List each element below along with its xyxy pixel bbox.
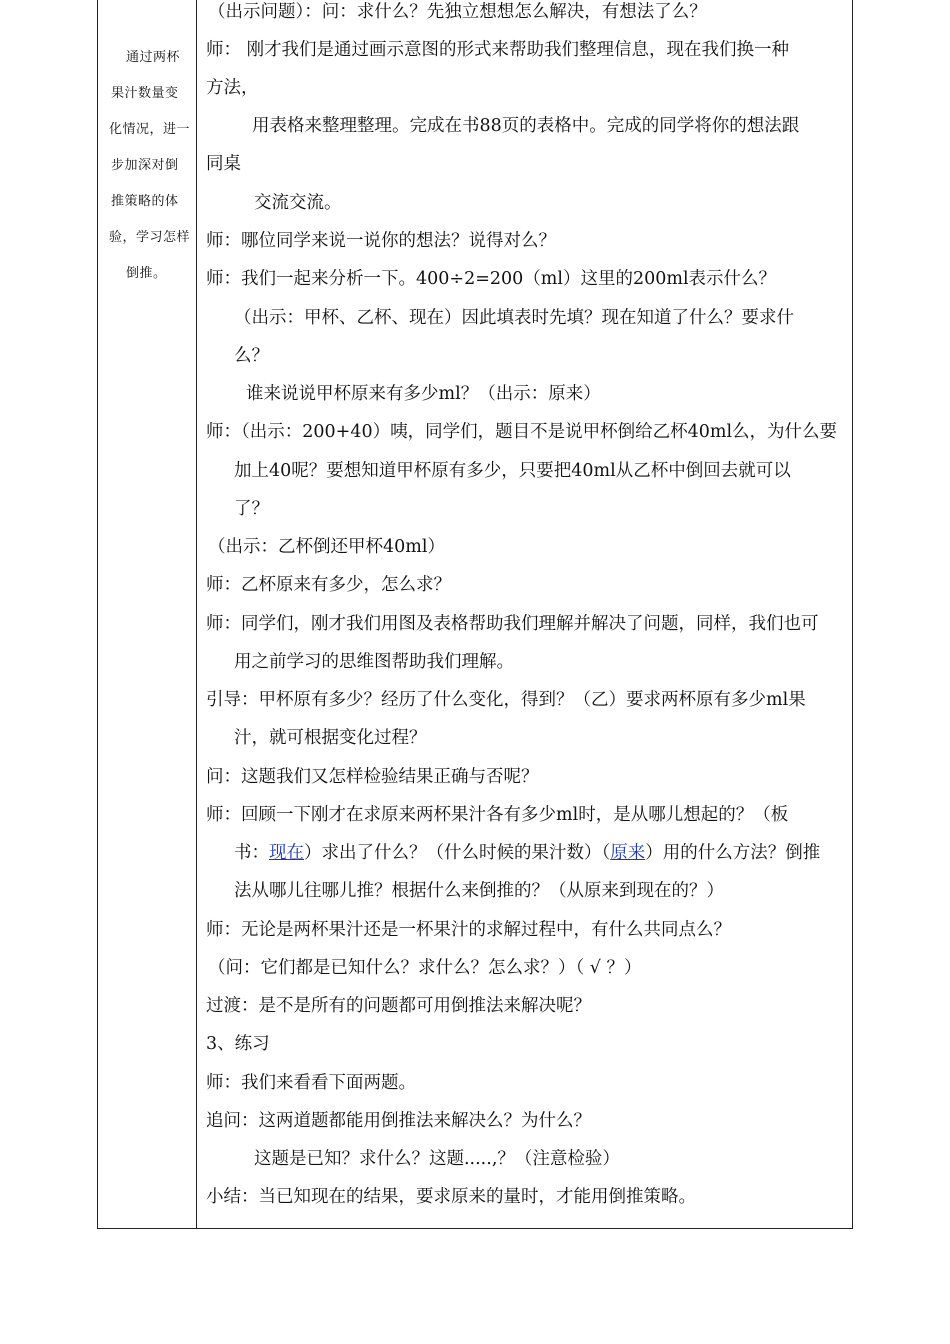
text-line: 小结：当已知现在的结果，要求原来的量时，才能用倒推策略。 — [206, 1187, 696, 1207]
board-suffix: ）用的什么方法？倒推 — [645, 843, 821, 863]
note-line: 验，学习怎样 — [109, 230, 191, 245]
text-line: 师：我们来看看下面两题。 — [206, 1073, 416, 1093]
link-originally[interactable]: 原来 — [610, 843, 646, 863]
text-line: 么？ — [234, 346, 269, 366]
text-line: 师：（出示：200+40）咦，同学们，题目不是说甲杯倒给乙杯40ml么，为什么要 — [206, 422, 838, 442]
text-line: 师： 刚才我们是通过画示意图的形式来帮助我们整理信息，现在我们换一种 — [206, 40, 790, 60]
text-line: （出示：甲杯、乙杯、现在）因此填表时先填？现在知道了什么？要求什 — [234, 308, 794, 328]
text-line: 师：我们一起来分析一下。400÷2=200（ml）这里的200ml表示什么？ — [206, 269, 777, 289]
note-line: 果汁数量变 — [111, 86, 179, 101]
text-line: 法从哪儿往哪儿推？根据什么来倒推的？（从原来到现在的？） — [234, 881, 724, 901]
text-line: 交流交流。 — [254, 193, 342, 213]
text-line: （出示：乙杯倒还甲杯40ml） — [208, 537, 445, 557]
text-line: 师：同学们，刚才我们用图及表格帮助我们理解并解决了问题，同样，我们也可 — [206, 614, 819, 634]
text-line: 追问：这两道题都能用倒推法来解决么？为什么？ — [206, 1111, 591, 1131]
text-line: 3、练习 — [206, 1034, 270, 1054]
text-line: 用之前学习的思维图帮助我们理解。 — [234, 652, 514, 672]
text-line: 师：回顾一下刚才在求原来两杯果汁各有多少ml时，是从哪儿想起的？（板 — [206, 805, 789, 825]
text-line: （问：它们都是已知什么？求什么？怎么求？）（ √ ？） — [208, 958, 642, 978]
column-divider — [196, 0, 197, 1228]
note-line: 推策略的体 — [111, 194, 179, 209]
board-middle: ）求出了什么？（什么时候的果汁数）（ — [304, 843, 611, 863]
text-line: 同桌 — [206, 154, 241, 174]
board-line — [234, 842, 820, 864]
text-line: 谁来说说甲杯原来有多少ml？（出示：原来） — [246, 384, 601, 404]
note-line: 倒推。 — [126, 266, 167, 281]
note-line: 通过两杯 — [126, 50, 181, 65]
board-prefix: 书： — [234, 843, 269, 863]
link-now[interactable]: 现在 — [269, 843, 304, 863]
text-line: 用表格来整理整理。完成在书88页的表格中。完成的同学将你的想法跟 — [252, 116, 800, 136]
text-line: 过渡：是不是所有的问题都可用倒推法来解决呢？ — [206, 996, 591, 1016]
text-line: 师：无论是两杯果汁还是一杯果汁的求解过程中，有什么共同点么？ — [206, 920, 731, 940]
note-line: 化情况，进一 — [109, 122, 191, 137]
text-line: 加上40呢？要想知道甲杯原有多少，只要把40ml从乙杯中倒回去就可以 — [234, 461, 791, 481]
text-line: 师：哪位同学来说一说你的想法？说得对么？ — [206, 231, 556, 251]
text-line: 师：乙杯原来有多少，怎么求？ — [206, 575, 451, 595]
lesson-table — [97, 0, 853, 1229]
text-line: 问：这题我们又怎样检验结果正确与否呢？ — [206, 767, 539, 787]
text-line: 这题是已知？求什么？这题.....,？（注意检验） — [254, 1149, 620, 1169]
text-line: （出示问题）：问：求什么？先独立想想怎么解决，有想法了么？ — [208, 2, 707, 22]
text-line: 了？ — [234, 499, 269, 519]
text-line: 方法， — [206, 78, 259, 98]
text-line: 引导：甲杯原有多少？经历了什么变化，得到？（乙）要求两杯原有多少ml果 — [206, 690, 806, 710]
note-line: 步加深对倒 — [111, 158, 179, 173]
text-line: 汁，就可根据变化过程？ — [234, 728, 427, 748]
